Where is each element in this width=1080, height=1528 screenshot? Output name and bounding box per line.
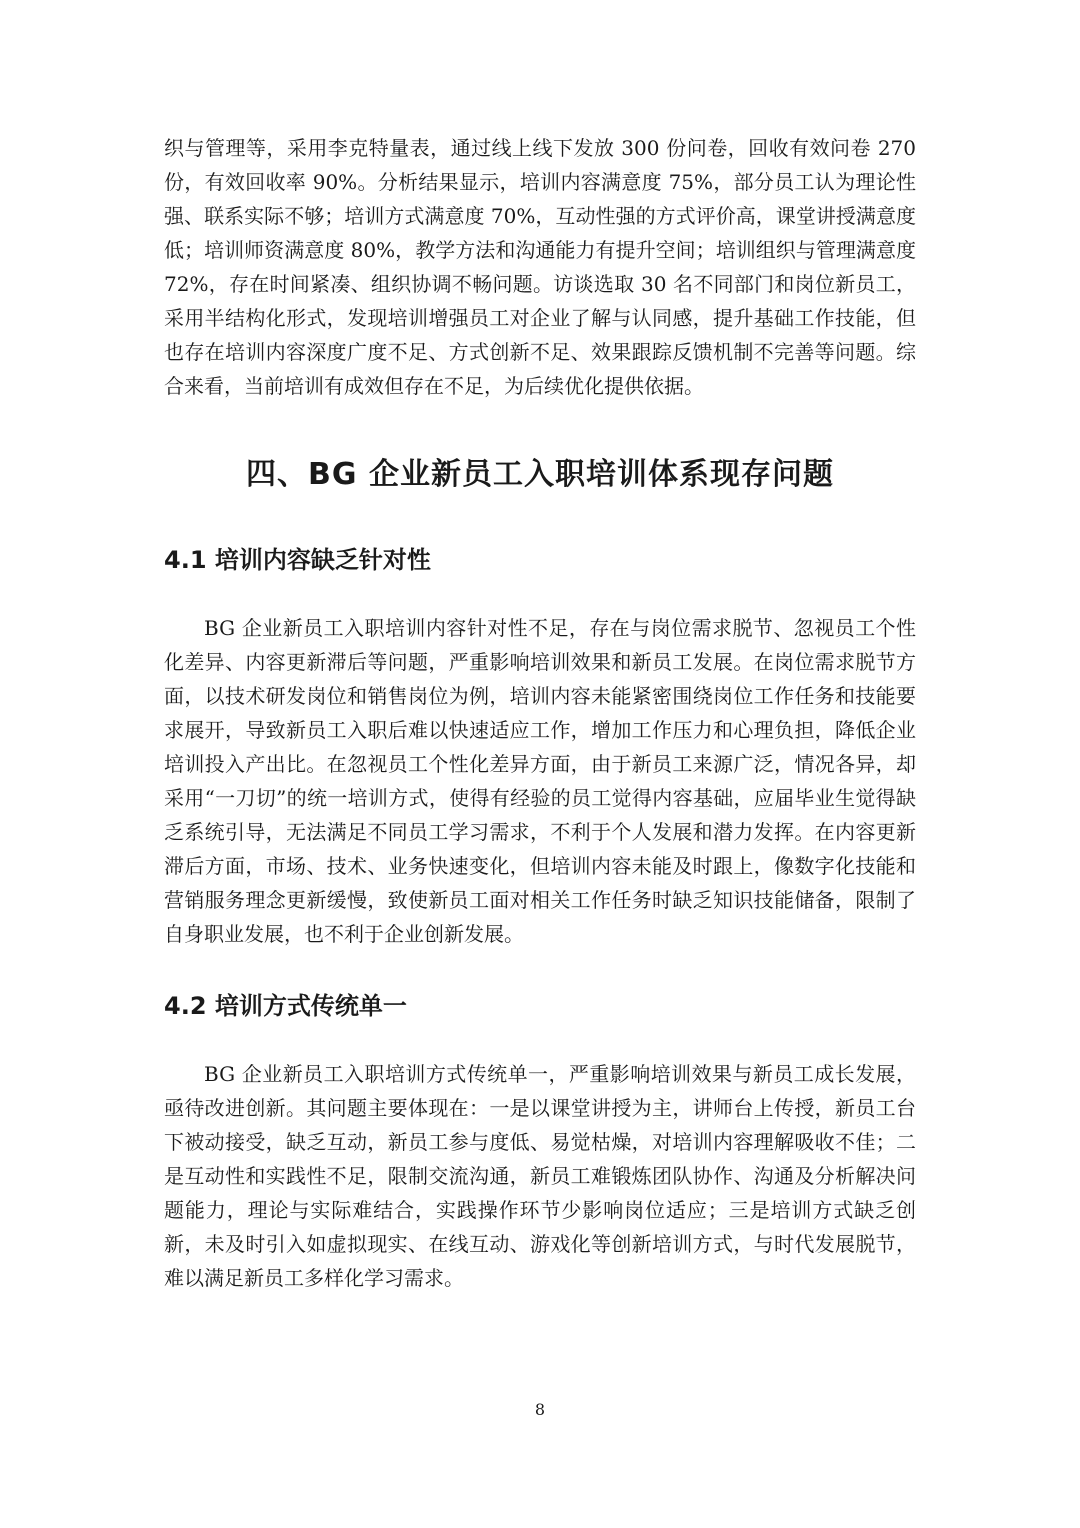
section-4-1-paragraph: BG 企业新员工入职培训内容针对性不足，存在与岗位需求脱节、忽视员工个性化差异、内容更新滞后等问题，严重影响培训效果和新员工发展。在岗位需求脱节方面，以技术研发岗位和销售岗位为例，培训内容未能紧密围绕岗位工作任务和技能要求展开，导致新员工入职后难以快速适应工作，增加工作压力和心理负担，降低企业培训投入产出比。在忽视员工个性化差异方面，由于新员工来源广泛，情况各异，却采用“一刀切”的统一培训方式，使得有经验的员工觉得内容基础，应届毕业生觉得缺乏系统引导，无法满足不同员工学习需求，不利于个人发展和潜力发挥。在内容更新滞后方面，市场、技术、业务快速变化，但培训内容未能及时跟上，像数字化技能和营销服务理念更新缓慢，致使新员工面对相关工作任务时缺乏知识技能储备，限制了自身职业发展，也不利于企业创新发展。 (164, 616, 916, 946)
section-4-1-title: 4.1 培训内容缺乏针对性 (164, 546, 431, 574)
page-content (164, 131, 916, 1295)
page-number: 8 (534, 1400, 546, 1419)
chapter-title: 四、BG 企业新员工入职培训体系现存问题 (246, 457, 834, 492)
section-4-2-paragraph: BG 企业新员工入职培训方式传统单一，严重影响培训效果与新员工成长发展，亟待改进创新。其问题主要体现在：一是以课堂讲授为主，讲师台上传授，新员工台下被动接受，缺乏互动，新员工参与度低、易觉枯燥，对培训内容理解吸收不佳；二是互动性和实践性不足，限制交流沟通，新员工难锻炼团队协作、沟通及分析解决问题能力，理论与实际难结合，实践操作环节少影响岗位适应；三是培训方式缺乏创新，未及时引入如虚拟现实、在线互动、游戏化等创新培训方式，与时代发展脱节，难以满足新员工多样化学习需求。 (164, 1062, 916, 1290)
section-4-2-title: 4.2 培训方式传统单一 (164, 992, 407, 1020)
intro-continuation-paragraph: 织与管理等，采用李克特量表，通过线上线下发放 300 份问卷，回收有效问卷 270 份，有效回收率 90%。分析结果显示，培训内容满意度 75%，部分员工认为理论性强、联系实际不够；培训方式满意度 70%，互动性强的方式评价高，课堂讲授满意度低；培训师资满意度 80%，教学方法和沟通能力有提升空间；培训组织与管理满意度 72%，存在时间紧凑、组织协调不畅问题。访谈选取 30 名不同部门和岗位新员工，采用半结构化形式，发现培训增强员工对企业了解与认同感，提升基础工作技能，但也存在培训内容深度广度不足、方式创新不足、效果跟踪反馈机制不完善等问题。综合来看，当前培训有成效但存在不足，为后续优化提供依据。 (164, 136, 916, 398)
